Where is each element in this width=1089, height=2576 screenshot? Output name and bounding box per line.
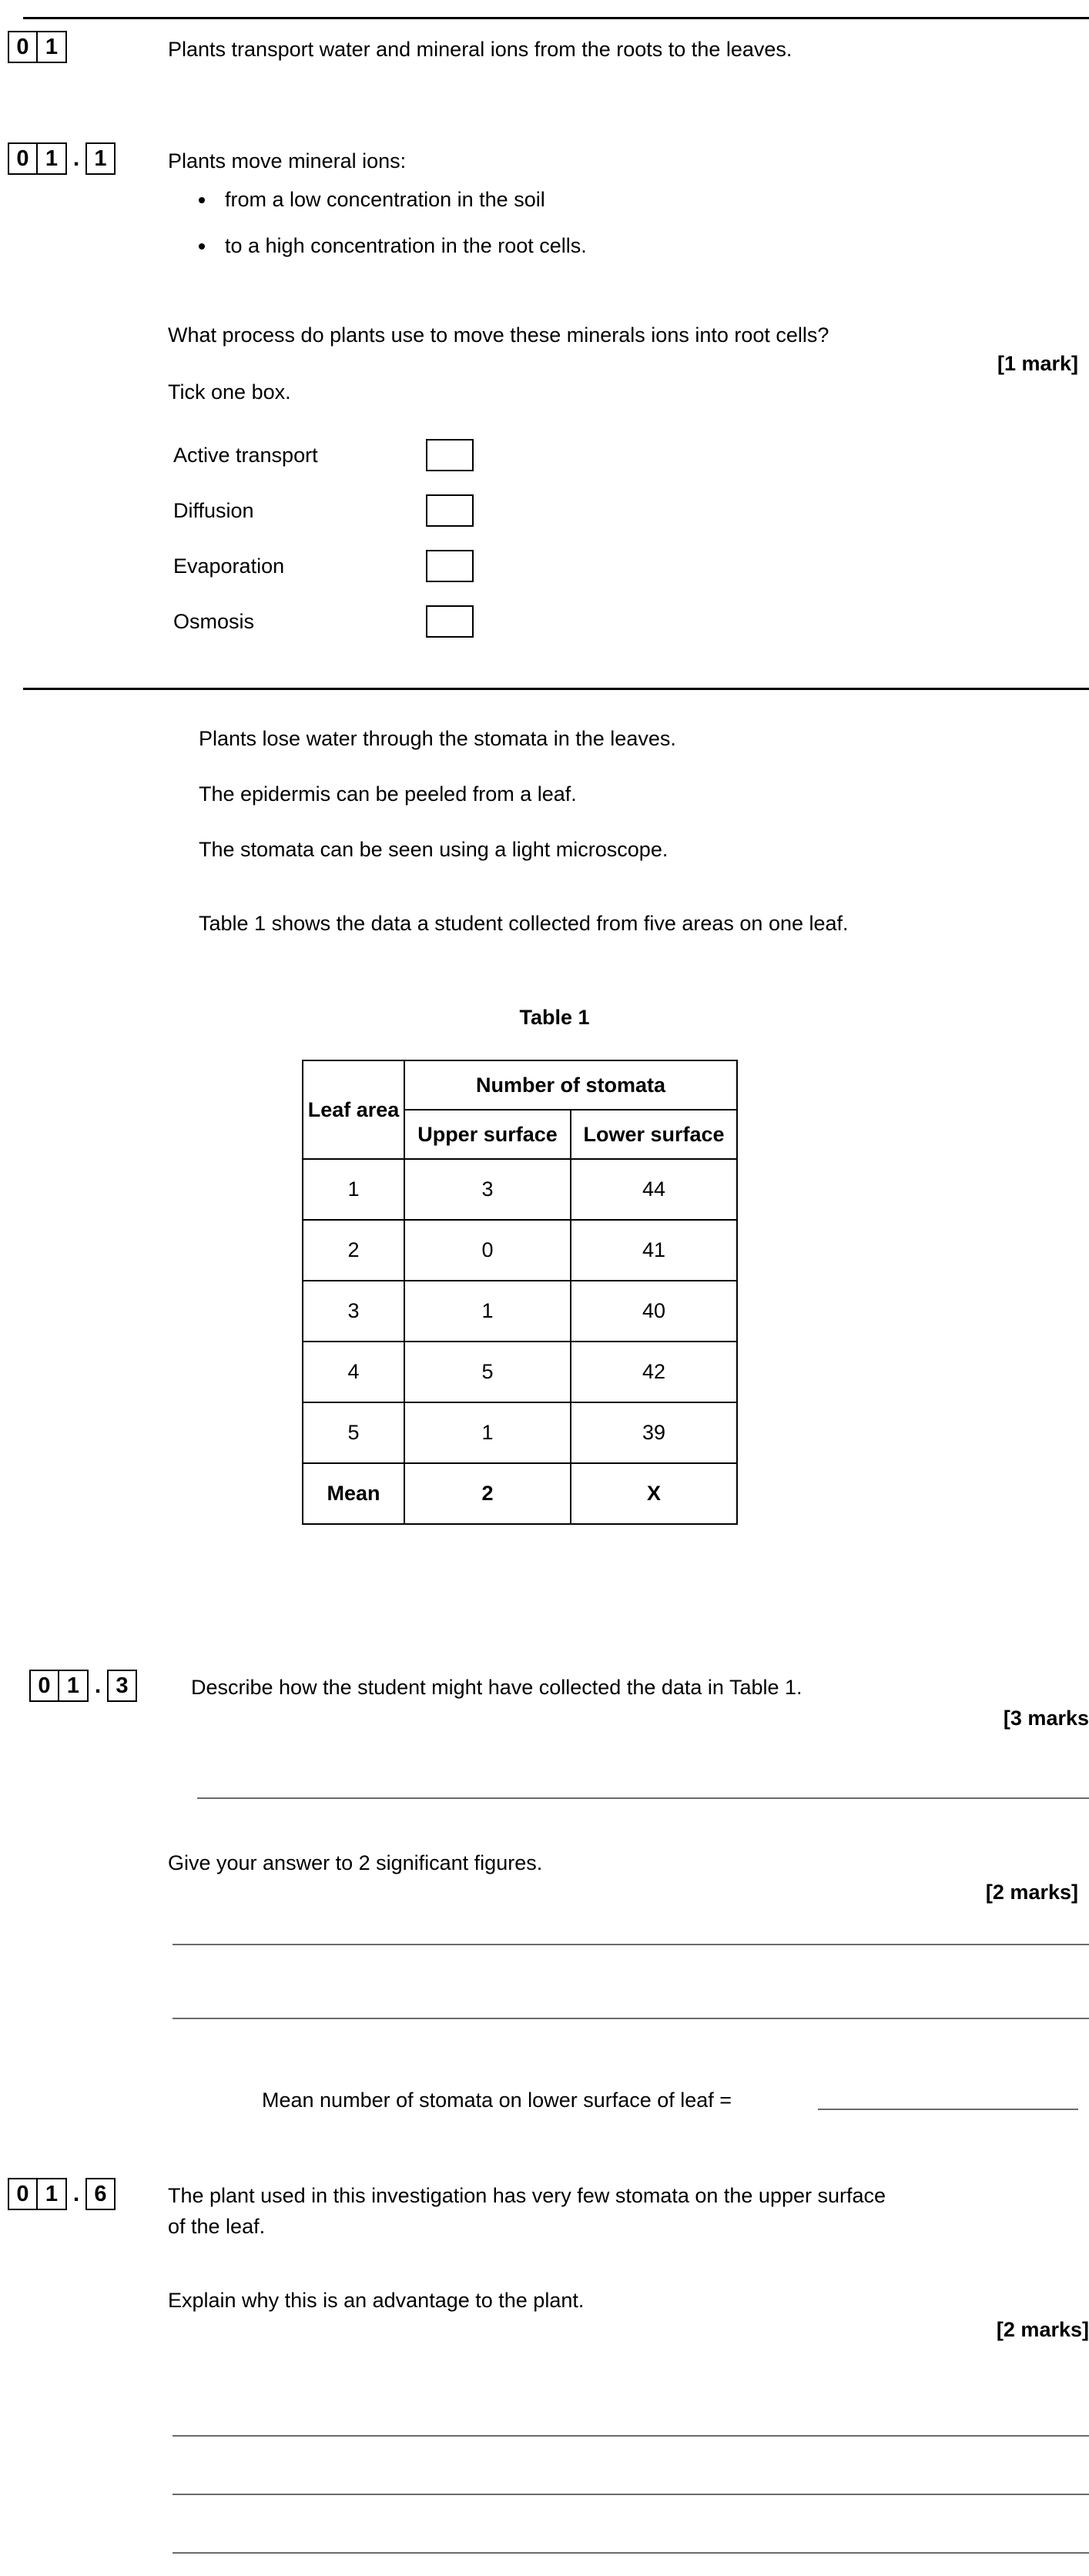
qnum-subdigit: 1 [85, 142, 116, 175]
tick-option-label: Osmosis [173, 610, 255, 633]
tick-instruction-pre: Tick [168, 380, 211, 404]
header-upper-surface: Upper surface [404, 1110, 571, 1159]
list-item: to a high concentration in the root cells. [193, 231, 1001, 260]
cell-upper: 1 [404, 1281, 571, 1342]
table-intro-rest: shows the data a student collected from five areas on one leaf. [266, 912, 849, 935]
cell-upper: 1 [404, 1402, 571, 1463]
qnum-separator: . [72, 2181, 80, 2206]
cell-lower: 40 [571, 1281, 737, 1342]
marks-01-1: [1 mark] [997, 352, 1078, 375]
answer-line[interactable] [173, 2435, 1089, 2437]
tick-option-diffusion[interactable] [173, 497, 474, 524]
table-row [303, 1220, 737, 1281]
qnum-subdigit: 3 [107, 1670, 137, 1702]
tick-one-box-instruction [168, 377, 630, 407]
answer-blank-line[interactable] [818, 2109, 1078, 2110]
answer-line[interactable] [173, 2018, 1089, 2019]
tick-option-osmosis[interactable] [173, 608, 474, 635]
answer-line[interactable] [173, 2494, 1089, 2495]
table-intro-bold: Table 1 [199, 912, 266, 935]
prompt-pre: Describe how the student might have collected the data in [191, 1676, 729, 1699]
marks-01-3: [3 marks [1003, 1707, 1089, 1730]
question-01-1-prompt: What process do plants use to move these minerals ions into root cells? [168, 323, 829, 347]
tick-option-evaporation[interactable] [173, 553, 474, 579]
list-item: from a low concentration in the soil [193, 185, 1001, 214]
cell-mean-lower: X [571, 1463, 737, 1524]
table-1-caption: Table 1 [519, 1006, 590, 1029]
qnum-digit: 1 [37, 31, 67, 63]
table-row-mean [303, 1463, 737, 1524]
qnum-separator: . [94, 1673, 102, 1698]
table-row [303, 1342, 737, 1402]
cell-mean-label: Mean [303, 1463, 404, 1524]
prompt-bold: Table 1 [729, 1676, 797, 1699]
qnum-digit: 0 [8, 2178, 38, 2210]
question-01-6-prompt-line1: The plant used in this investigation has very few stomata on the upper surface [168, 2184, 886, 2207]
tick-checkbox-osmosis[interactable] [426, 605, 474, 638]
tick-checkbox-diffusion[interactable] [426, 494, 474, 527]
answer-line[interactable] [173, 2552, 1089, 2554]
header-lower-surface: Lower surface [571, 1110, 737, 1159]
qnum-digit: 0 [8, 142, 38, 175]
tick-checkbox-active-transport[interactable] [426, 439, 474, 471]
table-1 [302, 1060, 738, 1525]
mean-answer-label: Mean number of stomata on lower surface of leaf = [262, 2089, 732, 2112]
explain-pre: Explain why this is an [168, 2289, 373, 2312]
cell-leaf-area: 4 [303, 1342, 404, 1402]
marks-01-6: [2 marks] [996, 2318, 1089, 2341]
question-number-01-6 [8, 2178, 116, 2210]
tick-instruction-bold: one [211, 380, 246, 404]
question-01-1-intro: Plants move mineral ions: [168, 149, 407, 173]
question-01-6-prompt-line2: of the leaf. [168, 2215, 266, 2238]
cell-leaf-area: 2 [303, 1220, 404, 1281]
table-row [303, 1159, 737, 1220]
tick-option-label: Evaporation [173, 554, 285, 578]
question-number-01-1 [8, 142, 116, 175]
tick-option-label: Active transport [173, 444, 318, 467]
stimulus-line-3: The stomata can be seen using a light microscope. [199, 838, 668, 861]
header-number-of-stomata: Number of stomata [404, 1060, 737, 1110]
qnum-subdigit: 6 [85, 2178, 116, 2210]
cell-leaf-area: 5 [303, 1402, 404, 1463]
cell-lower: 41 [571, 1220, 737, 1281]
question-number-01 [8, 31, 67, 63]
answer-line[interactable] [173, 1944, 1089, 1945]
header-leaf-area: Leaf area [303, 1060, 404, 1159]
stimulus-line-2: The epidermis can be peeled from a leaf. [199, 782, 577, 806]
section-divider [23, 688, 1089, 690]
top-divider [23, 17, 1089, 19]
answer-line[interactable] [197, 1797, 1089, 1799]
marks-01-5: [2 marks] [985, 1881, 1078, 1904]
explain-post: to the plant. [469, 2289, 585, 2312]
qnum-digit: 0 [8, 31, 38, 63]
cell-lower: 39 [571, 1402, 737, 1463]
prompt-post: . [796, 1676, 803, 1699]
tick-option-active-transport[interactable] [173, 442, 474, 468]
qnum-digit: 1 [37, 142, 67, 175]
cell-lower: 42 [571, 1342, 737, 1402]
question-01-5-prompt: Give your answer to 2 significant figures. [168, 1851, 543, 1874]
table-header-row-1 [303, 1060, 737, 1110]
cell-lower: 44 [571, 1159, 737, 1220]
table-intro [199, 909, 1061, 938]
qnum-digit: 0 [29, 1670, 59, 1702]
qnum-digit: 1 [37, 2178, 67, 2210]
question-01-6-explain [168, 2286, 1015, 2315]
cell-upper: 3 [404, 1159, 571, 1220]
qnum-digit: 1 [59, 1670, 89, 1702]
table-row [303, 1281, 737, 1342]
cell-upper: 0 [404, 1220, 571, 1281]
stimulus-line-1: Plants lose water through the stomata in the leaves. [199, 727, 676, 750]
explain-bold: advantage [372, 2289, 470, 2312]
tick-checkbox-evaporation[interactable] [426, 550, 474, 582]
tick-option-label: Diffusion [173, 499, 254, 522]
table-row [303, 1402, 737, 1463]
cell-leaf-area: 1 [303, 1159, 404, 1220]
tick-instruction-post: box. [246, 380, 291, 404]
cell-mean-upper: 2 [404, 1463, 571, 1524]
cell-upper: 5 [404, 1342, 571, 1402]
cell-leaf-area: 3 [303, 1281, 404, 1342]
mineral-ion-bullets [193, 185, 1001, 277]
qnum-separator: . [72, 146, 80, 171]
question-number-01-3 [29, 1670, 137, 1702]
question-01-3-prompt [191, 1673, 1069, 1702]
question-01-stem: Plants transport water and mineral ions from the roots to the leaves. [168, 38, 792, 61]
